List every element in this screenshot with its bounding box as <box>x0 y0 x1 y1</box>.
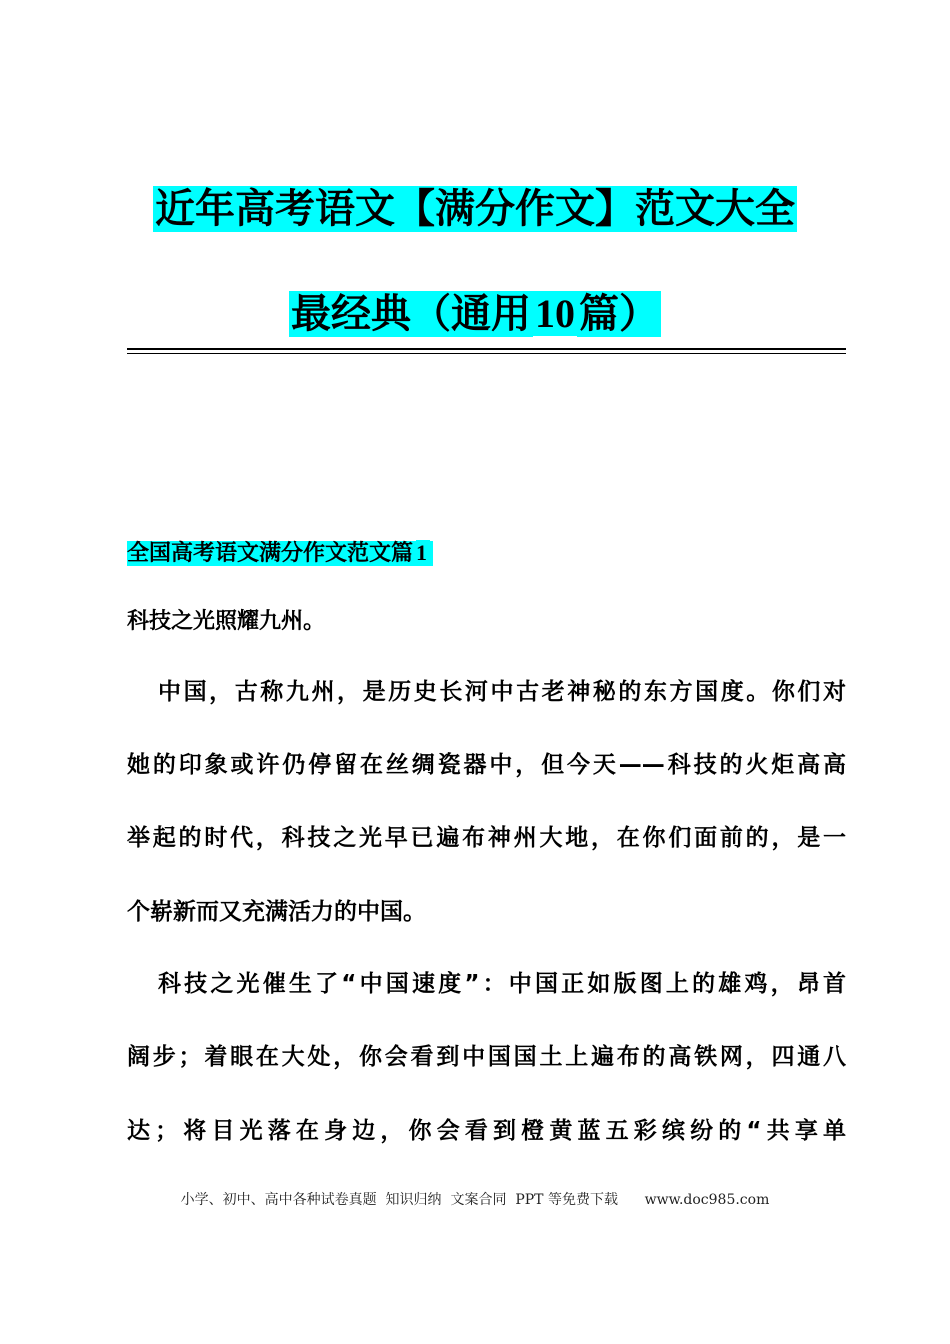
page-footer: 小学、初中、高中各种试卷真题 知识归纳 文案合同 PPT 等免费下载 www.doc985.com <box>180 1192 770 1208</box>
paragraph-2-line-2: 阔步；着眼在大处，你会看到中国国土上遍布的高铁网，四通八 <box>127 1044 846 1070</box>
title-text-1: 近年高考语文【满分作文】范文大全 <box>155 186 795 232</box>
title-divider-thin <box>127 353 846 354</box>
paragraph-1-line-3: 举起的时代，科技之光早已遍布神州大地，在你们面前的，是一 <box>127 825 846 851</box>
title-text-2-suffix: 篇） <box>579 291 659 337</box>
section-heading-number: 1 <box>416 540 430 565</box>
title-text-2-number: 10 <box>535 291 575 336</box>
paragraph-1-line-2: 她的印象或许仍停留在丝绸瓷器中，但今天——科技的火炬高高 <box>127 752 846 778</box>
paragraph-1-line-1: 中国，古称九州，是历史长河中古老神秘的东方国度。你们对 <box>158 679 846 705</box>
title-text-2-prefix: 最经典（通用 <box>291 291 531 337</box>
document-title-line-2 <box>0 284 950 344</box>
paragraph-1-line-4: 个崭新而又充满活力的中国。 <box>127 899 426 925</box>
title-divider-thick <box>127 348 846 350</box>
essay-subtitle: 科技之光照耀九州。 <box>127 609 326 634</box>
paragraph-2-line-1: 科技之光催生了“中国速度”：中国正如版图上的雄鸡，昂首 <box>158 971 846 997</box>
document-title-line-1 <box>0 179 950 239</box>
paragraph-2-line-3: 达；将目光落在身边，你会看到橙黄蓝五彩缤纷的“共享单 <box>127 1118 846 1144</box>
section-heading-text: 全国高考语文满分作文范文篇 <box>127 541 416 566</box>
section-heading <box>127 535 433 571</box>
